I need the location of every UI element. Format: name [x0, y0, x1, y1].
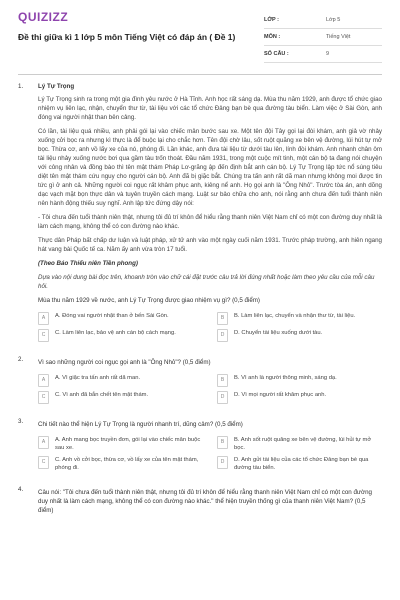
- question-number: 2.: [18, 355, 24, 363]
- passage-title: Lý Tự Trọng: [38, 83, 75, 90]
- option-letter-box: A: [38, 436, 49, 449]
- option-text: C. Anh vồ cởi bọc, thừa cơ, vồ lấy xe của tên mật thám, phóng đi.: [55, 456, 199, 471]
- answer-option-d[interactable]: [217, 456, 382, 472]
- passage-paragraph: - Tôi chưa đến tuổi thành niên thật, nhưng tôi đủ trí khôn để hiểu rằng thanh niên Việt Nam chỉ có một con đường duy nhất là làm cách mạng, không thể có con đường nào khác.: [38, 213, 382, 230]
- passage-paragraph: Thực dân Pháp bất chấp dư luận và luật pháp, xử tử anh vào một ngày cuối năm 1931. Trước pháp trường, anh hiên ngang hát vang bài Quốc tế ca. Năm ấy anh vừa tròn 17 tuổi.: [38, 236, 382, 253]
- meta-label: SỐ CÂU :: [264, 51, 289, 57]
- option-letter-box: D: [217, 456, 228, 469]
- meta-row-subject: [264, 29, 382, 46]
- question-stem: Vì sao những người coi ngục gọi anh là "Ông Nhỏ"? (0,5 điểm): [38, 358, 211, 366]
- option-letter-box: A: [38, 312, 49, 325]
- question-stem: Chi tiết nào thể hiện Lý Tự Trọng là người nhanh trí, dũng cảm? (0,5 điểm): [38, 420, 243, 428]
- meta-label: MÔN :: [264, 34, 281, 40]
- question-number: 3.: [18, 417, 24, 425]
- answer-options: [38, 374, 382, 404]
- worksheet-meta: [264, 12, 382, 63]
- option-text: D. Vì mọi người rất khâm phục anh.: [234, 391, 327, 398]
- meta-row-grade: [264, 12, 382, 29]
- option-text: B. Làm liên lạc, chuyển và nhận thư từ, tài liệu.: [234, 312, 356, 319]
- passage-paragraph: Có lần, tài liệu quá nhiều, anh phải gói lại vào chiếc mân bước sau xe. Một tên đội Tây gọi lại đòi khám, anh giả vờ nhảy xuống cởi bọc ra nhưng kì thực là để buộc lại cho chắc hơn. Tên đội chờ lâu, sốt ruột quăng xe bên vệ đường, lúi hút tự mở bọc. Thừa cơ, anh vồ lấy xe của nó, phóng đi. Lần khác, anh đưa tài liệu từ dưới tàu lên, lính đòi khám. Anh nhanh chân ôm tài liệu nhảy xuống nước bơi qua gầm tàu trốn thoát. Đầu năm 1931, trong một cuộc mít tinh, một cán bộ ta đang nói chuyện với công nhân và đồng bào thì tên mật thám Pháp Lơ-grăng ập đến định bắt anh cán bộ. Lý Tự Trọng lập tức nổ súng tiêu diệt tên mật thám cứu nguy cho người cán bộ. Anh đã bị giặc bắt. Chúng tra tấn anh rất dã man nhưng không moi được tin tức gì ở anh cả. Những người coi ngục rất khâm phục anh, kiêng nể anh. Họ gọi anh là "Ông Nhỏ". Trước tòa án, anh dõng dạc vạch mặt bọn thực dân và tuyên truyền cách mạng. Luật sư bảo chữa cho anh, nói rằng anh chưa đến tuổi thành niên nên hành động thiếu suy nghĩ. Anh lập tức đứng dậy nói:: [38, 127, 382, 207]
- option-letter-box: C: [38, 456, 49, 469]
- passage-source: (Theo Báo Thiếu niên Tiền phong): [38, 259, 138, 267]
- answer-option-d[interactable]: [217, 391, 382, 404]
- option-text: C. Làm liên lạc, bảo vệ anh cán bộ cách mạng.: [55, 329, 176, 336]
- answer-options: [38, 312, 382, 342]
- worksheet-header: [18, 10, 382, 72]
- question-body: [38, 83, 382, 350]
- question-number: 4.: [18, 486, 24, 494]
- quizizz-logo: QUIZIZZ: [18, 10, 69, 24]
- answer-option-b[interactable]: [217, 312, 382, 325]
- question-instruction: Dựa vào nội dung bài đọc trên, khoanh tròn vào chữ cái đặt trước câu trả lời đúng nhất hoặc làm theo yêu cầu của mỗi câu hỏi.: [38, 273, 375, 290]
- passage-paragraph: Lý Tự Trọng sinh ra trong một gia đình yêu nước ở Hà Tĩnh. Anh học rất sáng dạ. Mùa thu năm 1929, anh được tổ chức giao nhiệm vụ liên lạc, nhận, chuyển thư từ, tài liệu với các tổ chức Đảng bạn bè qua đường tàu biển. Làm việc ở Sài Gòn, anh đóng vai người nhật than bên cảng.: [38, 95, 382, 121]
- option-text: B. Anh sốt ruột quăng xe bên vệ đường, lúi hủi tự mở bọc.: [234, 436, 372, 451]
- option-text: B. Vì anh là người thông minh, sáng dạ.: [234, 374, 337, 381]
- answer-option-c[interactable]: [38, 329, 203, 342]
- option-text: A. Anh mang bọc truyền đơn, gói lại vào chiếc mân buộc sau xe.: [55, 436, 201, 451]
- meta-value: Lớp 5: [326, 17, 341, 23]
- option-letter-box: C: [38, 329, 49, 342]
- answer-options: [38, 436, 382, 472]
- option-letter-box: B: [217, 436, 228, 449]
- meta-label: LỚP :: [264, 17, 279, 23]
- option-letter-box: A: [38, 374, 49, 387]
- option-text: A. Đóng vai người nhặt than ở bến Sài Gòn.: [55, 312, 169, 319]
- option-letter-box: B: [217, 312, 228, 325]
- option-text: C. Vì anh đã bắn chết tên mật thám.: [55, 391, 149, 398]
- option-letter-box: D: [217, 391, 228, 404]
- question-1: [18, 83, 382, 350]
- answer-option-c[interactable]: [38, 456, 203, 472]
- meta-value: Tiếng Việt: [326, 34, 351, 40]
- option-letter-box: B: [217, 374, 228, 387]
- answer-option-b[interactable]: [217, 374, 382, 387]
- question-2: [18, 356, 382, 412]
- option-text: A. Vì giặc tra tấn anh rất dã man.: [55, 374, 141, 381]
- question-number: 1.: [18, 83, 24, 90]
- answer-option-a[interactable]: [38, 312, 203, 325]
- header-divider: [18, 74, 382, 75]
- option-text: D. Anh gửi tài liệu của các tổ chức Đảng bạn bè qua đường tàu biển.: [234, 456, 369, 471]
- question-stem: Mùa thu năm 1929 về nước, anh Lý Tự Trọng được giao nhiệm vụ gì? (0,5 điểm): [38, 296, 260, 304]
- answer-option-b[interactable]: [217, 436, 382, 452]
- question-body: [38, 486, 382, 522]
- option-text: D. Chuyển tài liệu xuống dưới tàu.: [234, 329, 323, 336]
- answer-option-d[interactable]: [217, 329, 382, 342]
- answer-option-c[interactable]: [38, 391, 203, 404]
- question-body: [38, 356, 382, 412]
- answer-option-a[interactable]: [38, 436, 203, 452]
- answer-option-a[interactable]: [38, 374, 203, 387]
- meta-row-question-count: [264, 46, 382, 63]
- question-3: [18, 418, 382, 480]
- question-body: [38, 418, 382, 480]
- option-letter-box: C: [38, 391, 49, 404]
- question-4: [18, 486, 382, 522]
- question-stem: Câu nói: "Tôi chưa đến tuổi thành niên thật, nhưng tôi đủ trí khôn để hiểu rằng thanh niên Việt Nam chỉ có một con đường duy nhất là làm cách mạng, không thể có con đường nào khác." thể hiện truyền thống gì của thanh niên Việt Nam? (0,5 điểm): [38, 489, 372, 515]
- option-letter-box: D: [217, 329, 228, 342]
- worksheet-title: Đề thi giữa kì 1 lớp 5 môn Tiếng Việt có đáp án ( Đề 1): [18, 32, 236, 42]
- meta-value: 9: [326, 51, 330, 57]
